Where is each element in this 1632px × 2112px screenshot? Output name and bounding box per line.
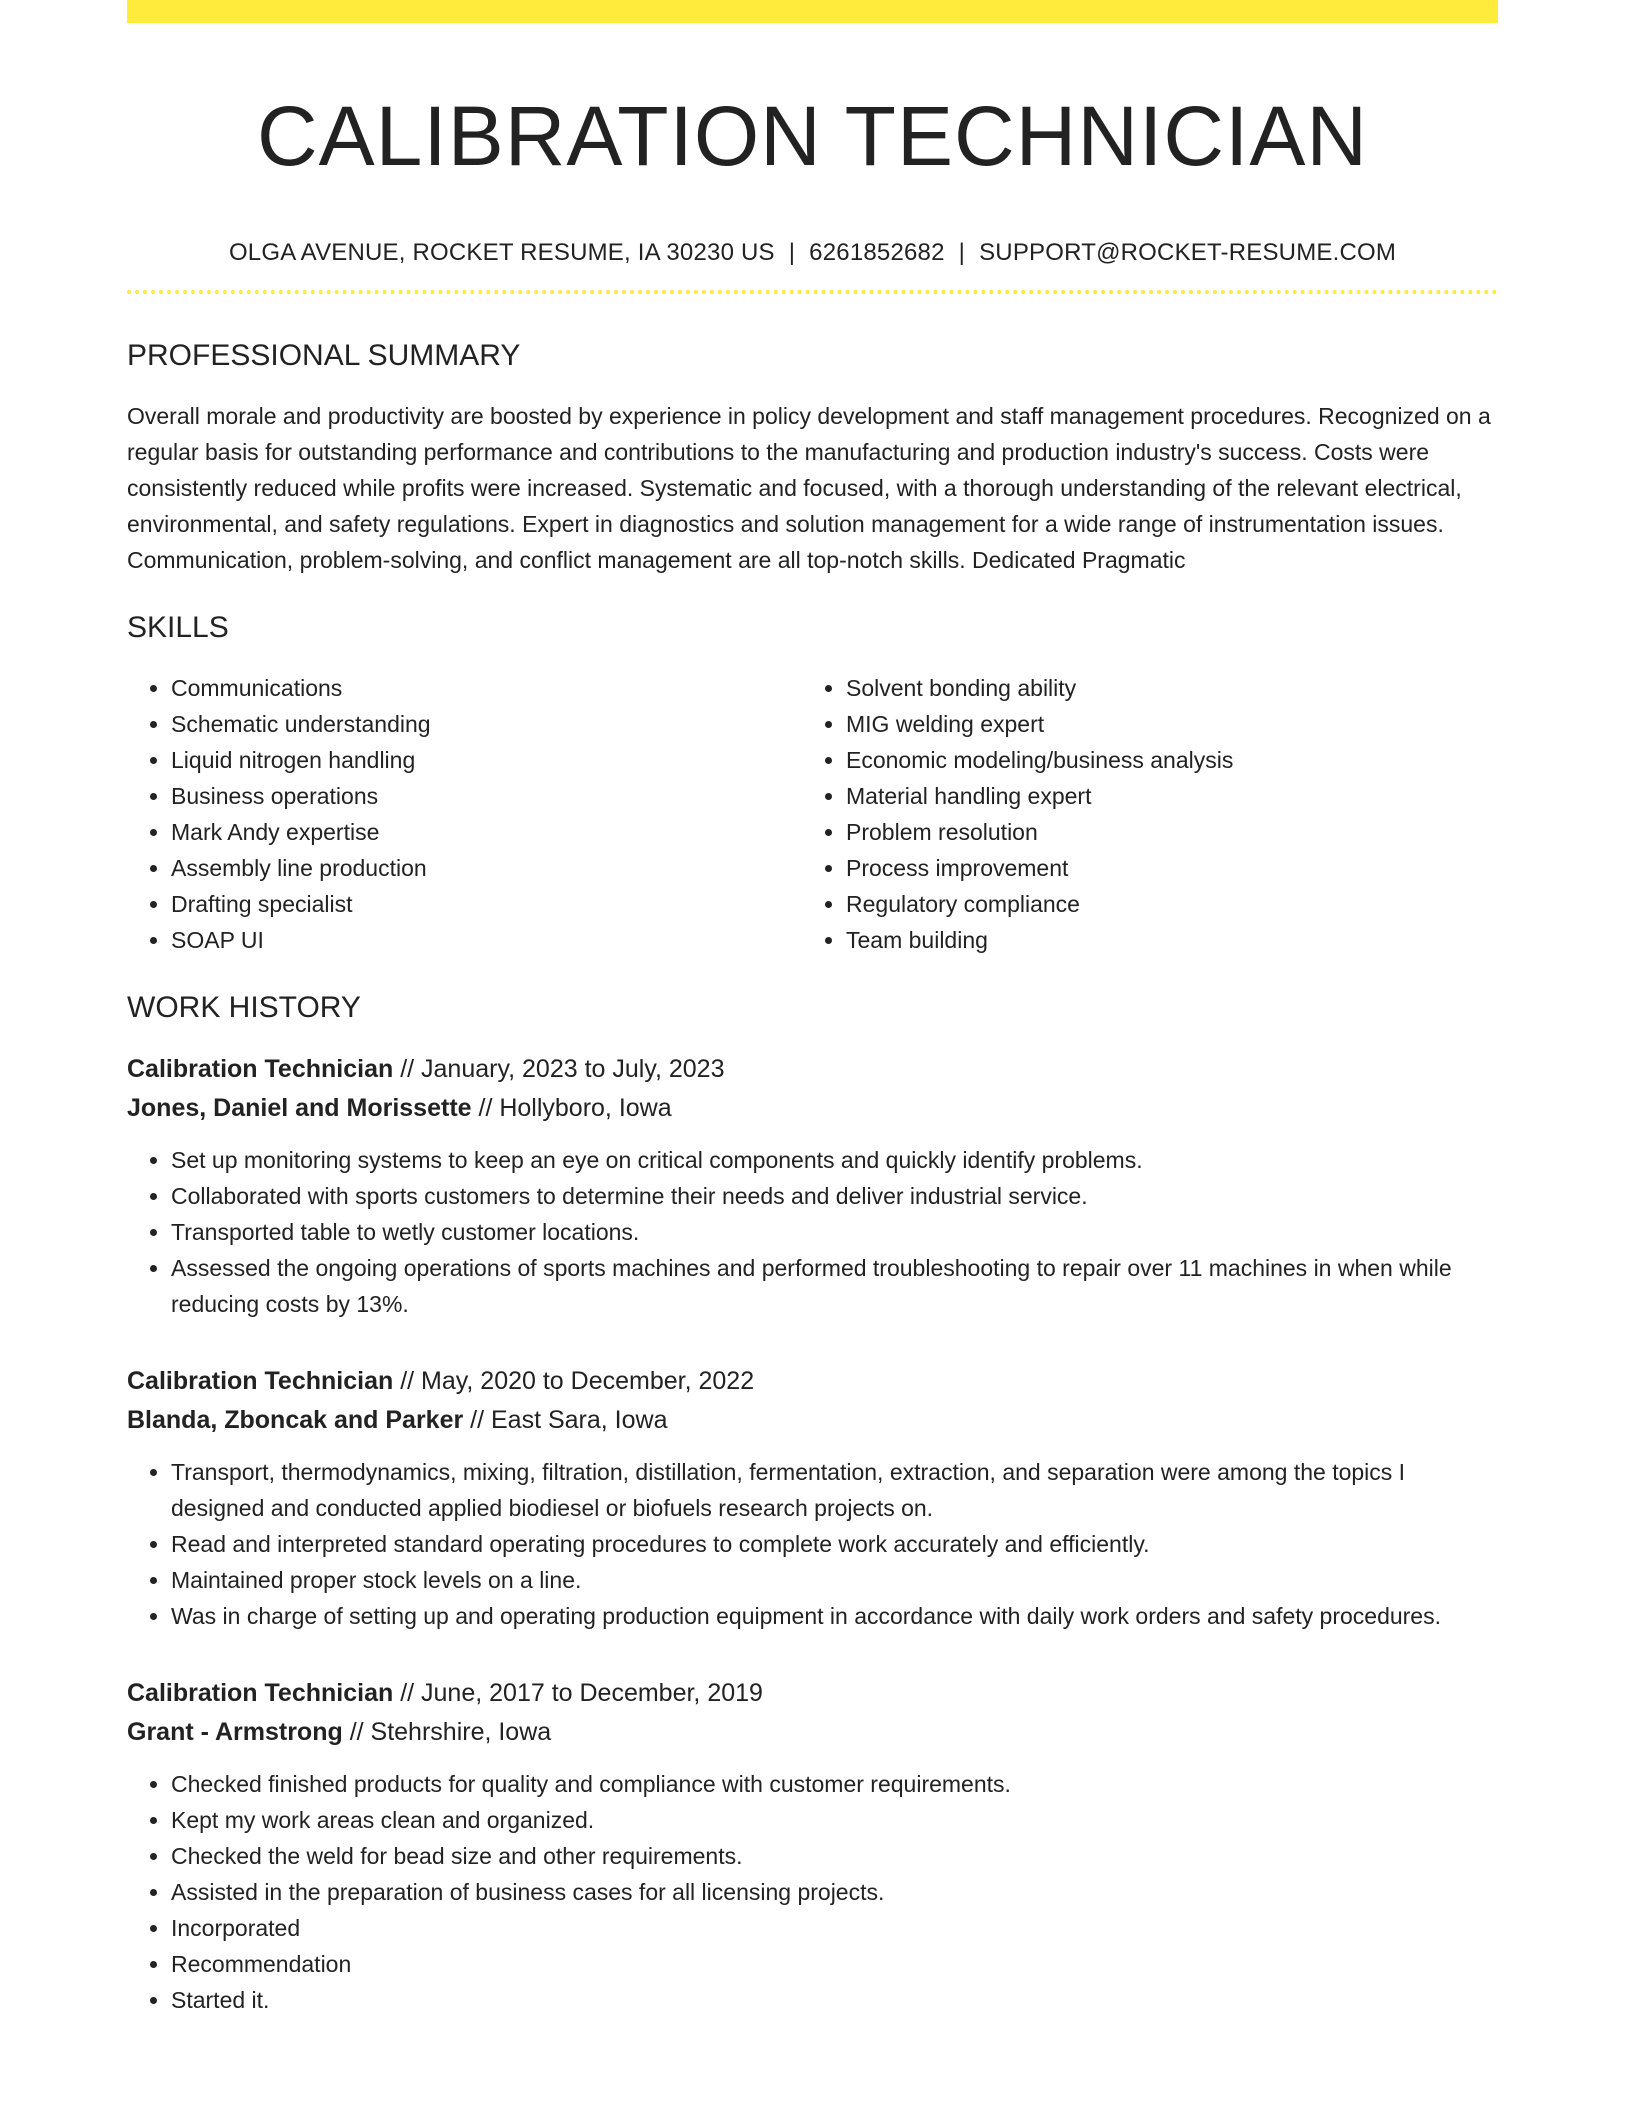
summary-text: Overall morale and productivity are boosted by experience in policy development and staff management procedures. Recognized on a regular basis for outstanding performance and contributions to the manufacturing and production industry's success. Costs were consistently reduced while profits were increased. Systematic and focused, with a thorough understanding of the relevant electrical, environmental, and safety regulations. Expert in diagnostics and solution management for a wide range of instrumentation issues. Communication, problem-solving, and conflict management are all top-notch skills. Dedicated Pragmatic: [127, 403, 1491, 573]
skill-item: • Solvent bonding ability: [846, 670, 1477, 706]
job-entry: [127, 1050, 1498, 1322]
skills-grid: [127, 670, 1498, 958]
resume-page: [127, 0, 1498, 2018]
skill-item: • Business operations: [171, 778, 802, 814]
job-position: Calibration Technician: [127, 1679, 394, 1707]
job-company: Grant - Armstrong: [127, 1718, 343, 1746]
job-bullet: • Transport, thermodynamics, mixing, filtration, distillation, fermentation, extraction, and separation were among the topics I designed and conducted applied biodiesel or biofuels research projects on.: [171, 1454, 1498, 1526]
job-company: Blanda, Zboncak and Parker: [127, 1406, 464, 1434]
skill-item: • SOAP UI: [171, 922, 802, 958]
job-entry: [127, 1362, 1498, 1634]
job-bullets: [127, 1766, 1498, 2018]
job-bullet: • Assisted in the preparation of business cases for all licensing projects.: [171, 1874, 1498, 1910]
job-location: // Stehrshire, Iowa: [342, 1718, 552, 1746]
skill-item: • Schematic understanding: [171, 706, 802, 742]
skill-item: • Assembly line production: [171, 850, 802, 886]
job-bullet: • Was in charge of setting up and operating production equipment in accordance with daily work orders and safety procedures.: [171, 1598, 1498, 1634]
job-dates: // June, 2017 to December, 2019: [393, 1679, 763, 1707]
job-bullet: • Transported table to wetly customer locations.: [171, 1214, 1498, 1250]
job-bullets: [127, 1454, 1498, 1634]
skill-item: • Liquid nitrogen handling: [171, 742, 802, 778]
job-bullets: [127, 1142, 1498, 1322]
job-bullet: • Incorporated: [171, 1910, 1498, 1946]
job-dates: // May, 2020 to December, 2022: [393, 1367, 755, 1395]
skills-list-right: [802, 670, 1477, 958]
job-location: // East Sara, Iowa: [463, 1406, 668, 1434]
summary-heading: PROFESSIONAL SUMMARY: [127, 339, 521, 372]
job-title-line: [127, 1050, 1498, 1089]
skill-item: • Material handling expert: [846, 778, 1477, 814]
skill-item: • Problem resolution: [846, 814, 1477, 850]
job-bullet: • Kept my work areas clean and organized.: [171, 1802, 1498, 1838]
contact-email: SUPPORT@ROCKET-RESUME.COM: [979, 239, 1397, 266]
skill-item: • Team building: [846, 922, 1477, 958]
job-bullet: • Collaborated with sports customers to determine their needs and deliver industrial service.: [171, 1178, 1498, 1214]
resume-title: CALIBRATION TECHNICIAN: [256, 89, 1369, 183]
job-bullet: • Recommendation: [171, 1946, 1498, 1982]
work-history-heading: WORK HISTORY: [127, 991, 361, 1024]
job-bullet: • Started it.: [171, 1982, 1498, 2018]
job-bullet: • Set up monitoring systems to keep an eye on critical components and quickly identify problems.: [171, 1142, 1498, 1178]
job-bullet: • Maintained proper stock levels on a line.: [171, 1562, 1498, 1598]
skill-item: • Economic modeling/business analysis: [846, 742, 1477, 778]
header-divider: [127, 290, 1498, 294]
job-bullet: • Read and interpreted standard operating procedures to complete work accurately and efficiently.: [171, 1526, 1498, 1562]
skill-item: • Process improvement: [846, 850, 1477, 886]
contact-phone: 6261852682: [809, 239, 945, 266]
skill-item: • Drafting specialist: [171, 886, 802, 922]
skills-heading: SKILLS: [127, 611, 229, 644]
skills-list-left: [127, 670, 802, 958]
job-location: // Hollyboro, Iowa: [471, 1094, 672, 1122]
contact-separator: |: [958, 239, 966, 266]
contact-separator: |: [788, 239, 796, 266]
job-entry: [127, 1674, 1498, 2018]
job-bullet: • Checked the weld for bead size and other requirements.: [171, 1838, 1498, 1874]
top-accent-bar: [127, 0, 1498, 23]
job-position: Calibration Technician: [127, 1055, 394, 1083]
job-title-line: [127, 1362, 1498, 1401]
contact-line: [127, 238, 1498, 268]
skill-item: • Mark Andy expertise: [171, 814, 802, 850]
job-bullet: • Assessed the ongoing operations of sports machines and performed troubleshooting to repair over 11 machines in when while reducing costs by 13%.: [171, 1250, 1498, 1322]
job-company: Jones, Daniel and Morissette: [127, 1094, 472, 1122]
job-company-line: [127, 1089, 1498, 1128]
skill-item: • Communications: [171, 670, 802, 706]
skill-item: • Regulatory compliance: [846, 886, 1477, 922]
job-bullet: • Checked finished products for quality and compliance with customer requirements.: [171, 1766, 1498, 1802]
job-dates: // January, 2023 to July, 2023: [393, 1055, 725, 1083]
job-company-line: [127, 1401, 1498, 1440]
contact-address: OLGA AVENUE, ROCKET RESUME, IA 30230 US: [228, 239, 775, 266]
skill-item: • MIG welding expert: [846, 706, 1477, 742]
job-position: Calibration Technician: [127, 1367, 394, 1395]
job-company-line: [127, 1713, 1498, 1752]
job-title-line: [127, 1674, 1498, 1713]
